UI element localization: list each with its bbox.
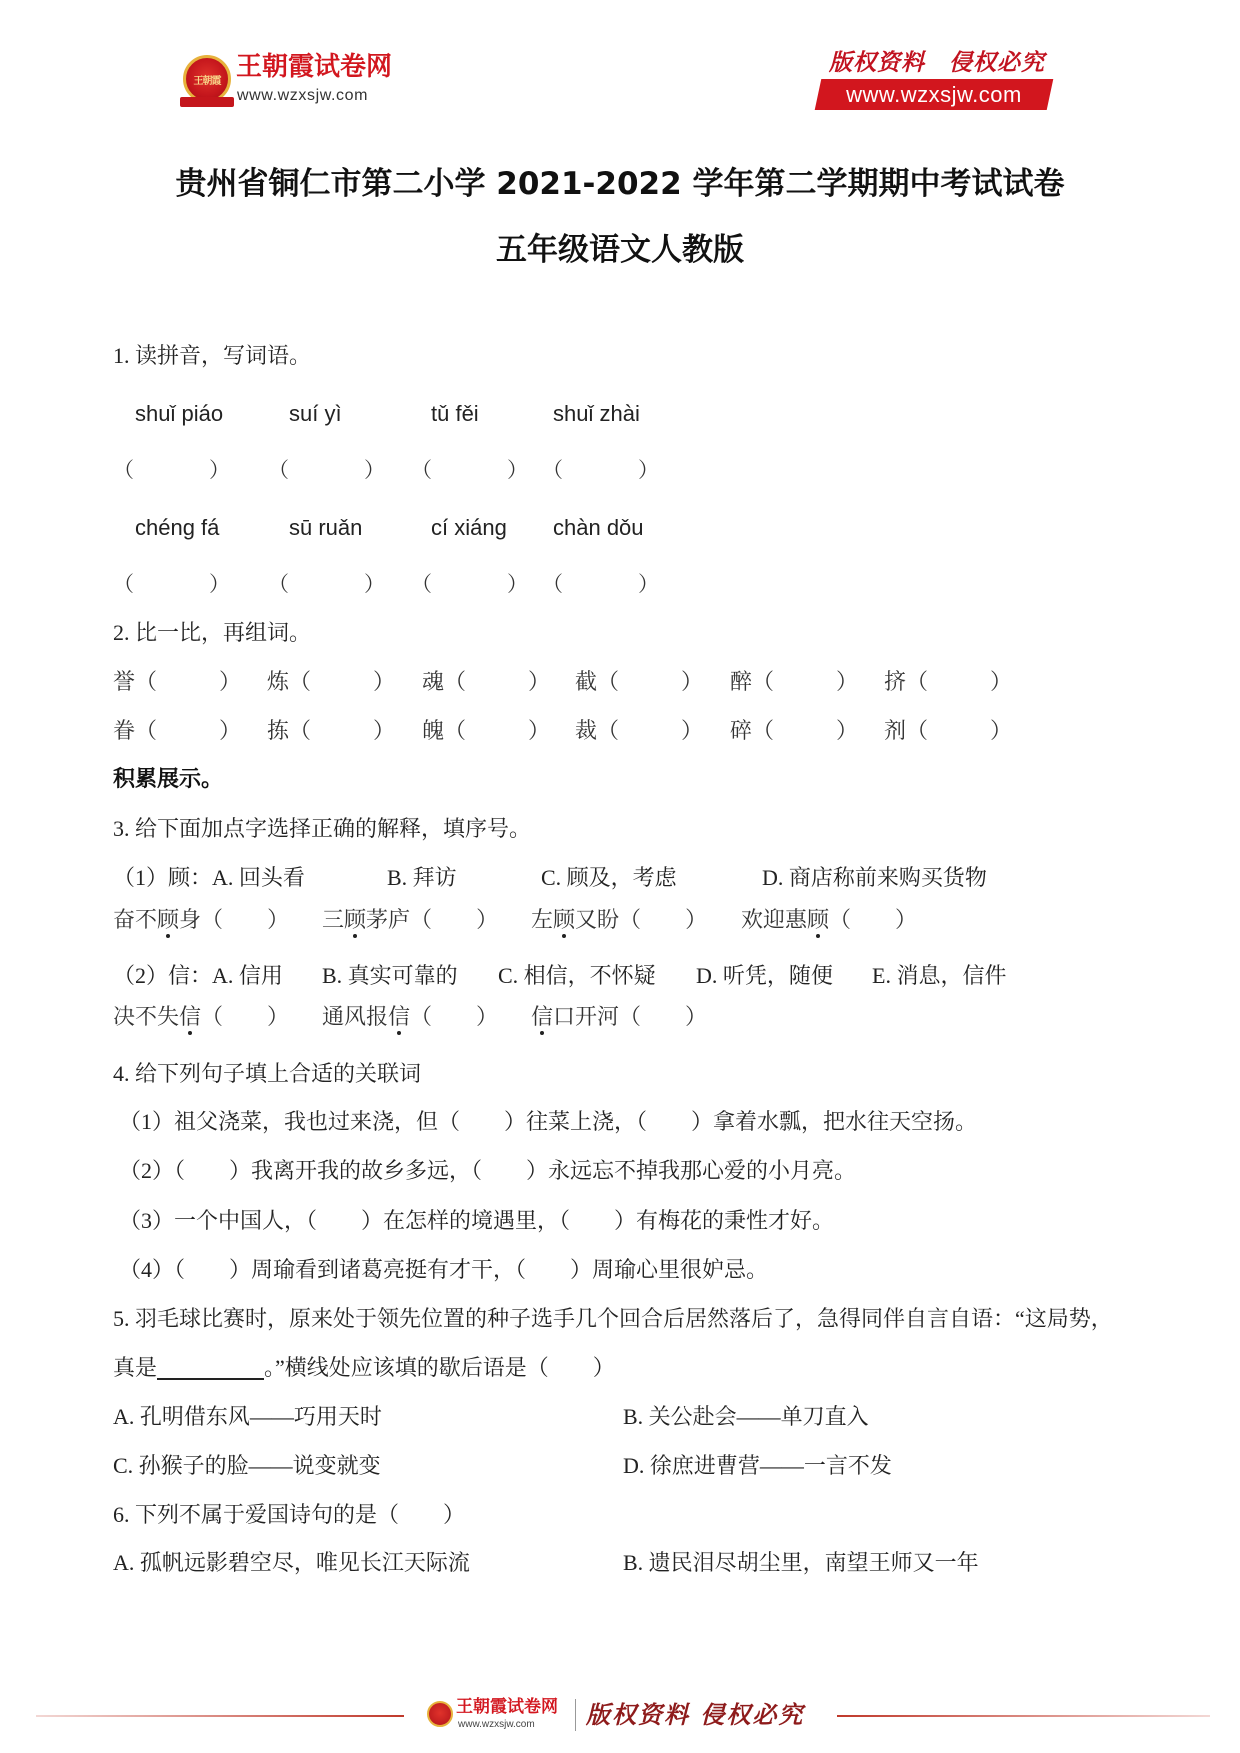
q3-part1-option: B. 拜访 — [387, 865, 457, 890]
q3-word-blank[interactable] — [322, 1005, 498, 1029]
q4-item: （4）（ ）周瑜看到诸葛亮挺有才干，（ ）周瑜心里很妒忌。 — [119, 1257, 769, 1282]
open-paren: （ — [752, 669, 775, 694]
q4-item: （1）祖父浇菜，我也过来浇，但（ ）往菜上浇，（ ）拿着水瓢，把水往天空扬。 — [119, 1109, 978, 1134]
q1-answer-blank[interactable] — [113, 458, 230, 482]
q6-option-a: A. 孤帆远影碧空尽，唯见长江天际流 — [113, 1550, 470, 1575]
q3-word-blank[interactable] — [531, 1005, 707, 1029]
logo-ribbon-icon — [180, 97, 234, 107]
dotted-char: 信 — [531, 1004, 554, 1029]
q1-answer-blank[interactable] — [542, 572, 659, 596]
open-paren: （ — [289, 718, 312, 743]
word-text: 口开河 — [553, 1004, 620, 1029]
open-paren: （ — [410, 1004, 433, 1029]
logo-seal-text: 王朝霞 — [193, 75, 221, 87]
q1-pinyin: chàn dǒu — [553, 515, 644, 540]
q1-pinyin: tǔ fěi — [431, 401, 479, 426]
dotted-char: 顾 — [553, 907, 576, 932]
word-text: 三 — [322, 907, 345, 932]
open-paren: （ — [135, 669, 158, 694]
q3-part2-option: D. 听凭，随便 — [696, 963, 833, 988]
q3-word-blank[interactable] — [531, 908, 707, 932]
q2-prompt: 2. 比一比，再组词。 — [113, 620, 312, 645]
q1-pinyin: shuǐ piáo — [135, 401, 224, 426]
logo-seal-icon — [183, 55, 231, 103]
q5-option-b: B. 关公赴会——单刀直入 — [623, 1404, 869, 1429]
close-paren: ） — [373, 718, 396, 743]
dotted-char: 信 — [388, 1004, 411, 1029]
open-paren: （ — [289, 669, 312, 694]
open-paren: （ — [597, 718, 620, 743]
q2-char-blank[interactable] — [884, 719, 1012, 743]
header-copyright: 版权资料 侵权必究 — [829, 49, 1045, 76]
word-text: 奋不 — [113, 907, 158, 932]
footer-copyright: 版权资料 侵权必究 — [586, 1700, 805, 1729]
open-paren: （ — [542, 572, 563, 596]
open-paren: （ — [410, 907, 433, 932]
q1-pinyin: sū ruǎn — [289, 515, 363, 540]
open-paren: （ — [201, 907, 224, 932]
close-paren: ） — [638, 572, 659, 596]
q4-prompt: 4. 给下列句子填上合适的关联词 — [113, 1061, 422, 1086]
close-paren: ） — [895, 907, 918, 932]
q3-word-blank[interactable] — [113, 1005, 289, 1029]
q5-prompt-cont — [113, 1356, 615, 1380]
open-paren: （ — [619, 1004, 642, 1029]
q6-prompt: 6. 下列不属于爱国诗句的是（ ） — [113, 1502, 466, 1527]
open-paren: （ — [268, 458, 289, 482]
open-paren: （ — [542, 458, 563, 482]
q1-pinyin: suí yì — [289, 401, 342, 426]
close-paren: ） — [507, 572, 528, 596]
q5-option-d: D. 徐庶进曹营——一言不发 — [623, 1453, 892, 1478]
q2-char: 誉 — [113, 669, 136, 694]
close-paren: ） — [990, 718, 1013, 743]
logo-url: www.wzxsjw.com — [237, 87, 369, 104]
q5-prefix: 真是 — [113, 1355, 158, 1380]
logo-name: 王朝霞试卷网 — [236, 52, 393, 82]
footer-logo-name: 王朝霞试卷网 — [456, 1697, 558, 1717]
q1-answer-blank[interactable] — [411, 572, 528, 596]
q2-char: 眷 — [113, 718, 136, 743]
q2-char-blank[interactable] — [422, 670, 550, 694]
open-paren: （ — [411, 458, 432, 482]
q3-part1-option: D. 商店称前来购买货物 — [762, 865, 987, 890]
open-paren: （ — [201, 1004, 224, 1029]
open-paren: （ — [752, 718, 775, 743]
q3-part2-option: C. 相信，不怀疑 — [498, 963, 656, 988]
dotted-char: 顾 — [344, 907, 367, 932]
close-paren: ） — [209, 572, 230, 596]
open-paren: （ — [906, 718, 929, 743]
q2-char: 醉 — [730, 669, 753, 694]
q2-char: 拣 — [267, 718, 290, 743]
close-paren: ） — [681, 718, 704, 743]
close-paren: ） — [219, 718, 242, 743]
q4-item: （3）一个中国人，（ ）在怎样的境遇里，（ ）有梅花的秉性才好。 — [119, 1208, 835, 1233]
word-text: 又盼 — [575, 907, 620, 932]
q3-word-blank[interactable] — [113, 908, 289, 932]
q1-answer-blank[interactable] — [268, 572, 385, 596]
q5-prompt: 5. 羽毛球比赛时，原来处于领先位置的种子选手几个回合后居然落后了，急得同伴自言自语：“这局势， — [113, 1306, 1113, 1331]
open-paren: （ — [444, 718, 467, 743]
word-text: 左 — [531, 907, 554, 932]
q3-prompt: 3. 给下面加点字选择正确的解释，填序号。 — [113, 816, 532, 841]
q2-char: 截 — [575, 669, 598, 694]
open-paren: （ — [135, 718, 158, 743]
q5-option-c: C. 孙猴子的脸——说变就变 — [113, 1453, 381, 1478]
q1-pinyin: cí xiáng — [431, 515, 507, 540]
q3-part2-option: E. 消息，信件 — [872, 963, 1007, 988]
close-paren: ） — [507, 458, 528, 482]
word-text: 通风报 — [322, 1004, 389, 1029]
open-paren: （ — [906, 669, 929, 694]
q2-char-blank[interactable] — [267, 719, 395, 743]
word-text: 茅庐 — [366, 907, 411, 932]
q2-char-blank[interactable] — [884, 670, 1012, 694]
q1-answer-blank[interactable] — [268, 458, 385, 482]
page-subtitle: 五年级语文人教版 — [496, 232, 744, 268]
close-paren: ） — [528, 669, 551, 694]
open-paren: （ — [444, 669, 467, 694]
q3-part2-option: （2）信：A. 信用 — [113, 963, 283, 988]
q3-word-blank[interactable] — [322, 908, 498, 932]
word-text: 身 — [179, 907, 202, 932]
close-paren: ） — [219, 669, 242, 694]
close-paren: ） — [267, 907, 290, 932]
q2-char-blank[interactable] — [113, 670, 241, 694]
q1-answer-blank[interactable] — [113, 572, 230, 596]
page-title: 贵州省铜仁市第二小学 2021-2022 学年第二学期期中考试试卷 — [175, 166, 1065, 202]
q1-answer-blank[interactable] — [411, 458, 528, 482]
open-paren: （ — [829, 907, 852, 932]
close-paren: ） — [685, 907, 708, 932]
q2-char: 碎 — [730, 718, 753, 743]
open-paren: （ — [597, 669, 620, 694]
q1-answer-blank[interactable] — [542, 458, 659, 482]
close-paren: ） — [364, 572, 385, 596]
open-paren: （ — [268, 572, 289, 596]
close-paren: ） — [476, 1004, 499, 1029]
q6-option-b: B. 遗民泪尽胡尘里，南望王师又一年 — [623, 1550, 979, 1575]
q2-char: 剂 — [884, 718, 907, 743]
footer-divider-right — [837, 1715, 1210, 1717]
close-paren: ） — [528, 718, 551, 743]
footer-separator — [575, 1699, 576, 1731]
footer-logo-url: www.wzxsjw.com — [458, 1719, 535, 1730]
close-paren: ） — [836, 718, 859, 743]
q2-char: 魄 — [422, 718, 445, 743]
q5-suffix: 。”横线处应该填的歇后语是（ ） — [264, 1355, 615, 1380]
q2-char-blank[interactable] — [730, 719, 858, 743]
q5-option-a: A. 孔明借东风——巧用天时 — [113, 1404, 382, 1429]
q5-answer-line[interactable] — [157, 1358, 264, 1380]
dotted-char: 顾 — [807, 907, 830, 932]
q2-char-blank[interactable] — [267, 670, 395, 694]
q3-word-blank[interactable] — [741, 908, 917, 932]
q2-char: 魂 — [422, 669, 445, 694]
word-text: 决不失 — [113, 1004, 180, 1029]
close-paren: ） — [209, 458, 230, 482]
dotted-char: 顾 — [157, 907, 180, 932]
close-paren: ） — [638, 458, 659, 482]
q1-prompt: 1. 读拼音，写词语。 — [113, 343, 312, 368]
open-paren: （ — [113, 572, 134, 596]
q3-part1-option: （1）顾：A. 回头看 — [113, 865, 305, 890]
close-paren: ） — [364, 458, 385, 482]
open-paren: （ — [113, 458, 134, 482]
q3-part1-option: C. 顾及，考虑 — [541, 865, 677, 890]
q2-char: 裁 — [575, 718, 598, 743]
q2-char-blank[interactable] — [113, 719, 241, 743]
close-paren: ） — [373, 669, 396, 694]
header-site-url: www.wzxsjw.com — [846, 82, 1022, 107]
q1-pinyin: chéng fá — [135, 515, 220, 540]
q2-char: 炼 — [267, 669, 290, 694]
close-paren: ） — [267, 1004, 290, 1029]
footer-divider-left — [36, 1715, 404, 1717]
q2-char: 挤 — [884, 669, 907, 694]
close-paren: ） — [836, 669, 859, 694]
section-heading: 积累展示。 — [113, 767, 224, 792]
open-paren: （ — [411, 572, 432, 596]
q3-part2-option: B. 真实可靠的 — [322, 963, 458, 988]
q2-char-blank[interactable] — [575, 670, 703, 694]
q2-char-blank[interactable] — [575, 719, 703, 743]
close-paren: ） — [476, 907, 499, 932]
close-paren: ） — [685, 1004, 708, 1029]
close-paren: ） — [681, 669, 704, 694]
word-text: 欢迎惠 — [741, 907, 808, 932]
open-paren: （ — [619, 907, 642, 932]
footer-logo-seal-icon — [427, 1701, 453, 1727]
q1-pinyin: shuǐ zhài — [553, 401, 640, 426]
dotted-char: 信 — [179, 1004, 202, 1029]
q4-item: （2）（ ）我离开我的故乡多远，（ ）永远忘不掉我那心爱的小月亮。 — [119, 1158, 857, 1183]
close-paren: ） — [990, 669, 1013, 694]
q2-char-blank[interactable] — [422, 719, 550, 743]
q2-char-blank[interactable] — [730, 670, 858, 694]
